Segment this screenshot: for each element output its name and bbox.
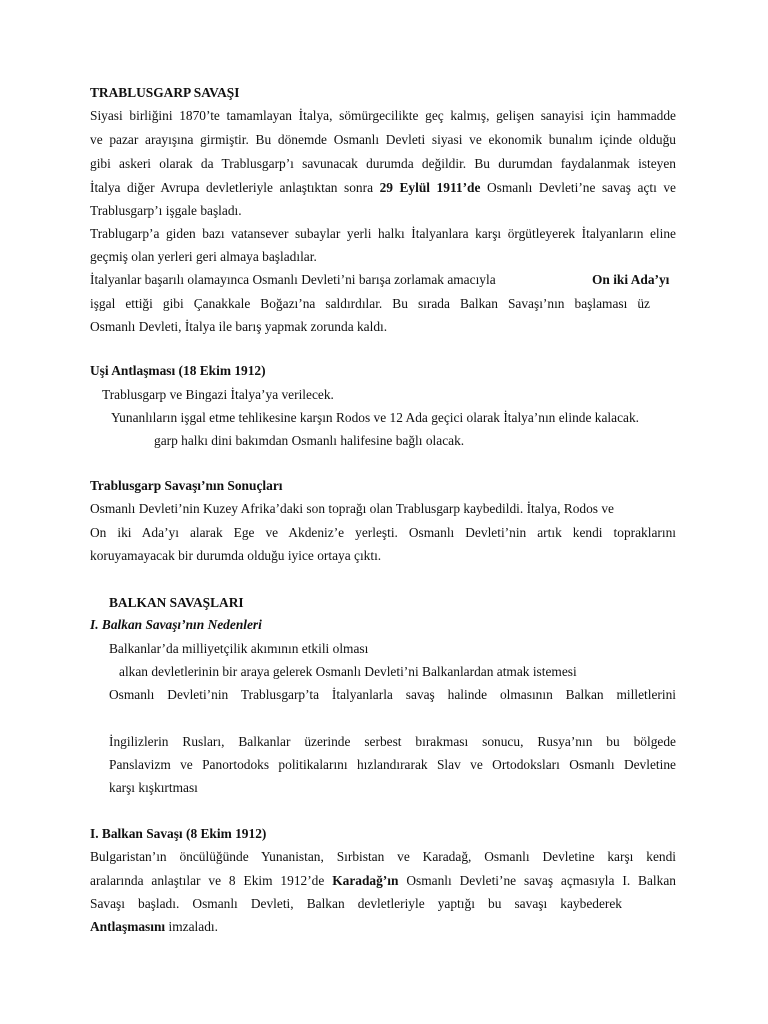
- paragraph-text: Osmanlı Devleti’ne savaş açtı ve: [487, 180, 676, 195]
- list-item: Osmanlı Devleti’nin Trablusgarp’ta İtalyanlarla savaş halinde olmasının Balkan milletlerini: [109, 687, 676, 702]
- paragraph-text: aralarında anlaştılar ve 8 Ekim 1912’de: [90, 873, 325, 888]
- paragraph-line: Siyasi birliğini 1870’te tamamlayan İtalya, sömürgecilikte geç kalmış, gelişen sanayisi için hammadde: [90, 108, 676, 123]
- section-heading-sonuclar: Trablusgarp Savaşı’nın Sonuçları: [90, 478, 283, 493]
- list-item: karşı kışkırtması: [109, 780, 198, 795]
- list-item: Yunanlıların işgal etme tehlikesine karşın Rodos ve 12 Ada geçici olarak İtalya’nın elinde kalacak.: [111, 410, 640, 425]
- list-item: Balkanlar’da milliyetçilik akımının etkili olması: [109, 641, 369, 656]
- paragraph-line: Trablugarp’a giden bazı vatansever subaylar yerli halkı İtalyanlara karşı örgütleyerek İtalyanların eline: [90, 226, 676, 241]
- section-heading-usi: Uşi Antlaşması (18 Ekim 1912): [90, 363, 266, 378]
- paragraph-line: Osmanlı Devleti’nin Kuzey Afrika’daki son toprağı olan Trablusgarp kaybedildi. İtalya, Rodos ve: [90, 501, 614, 516]
- paragraph-line: geçmiş olan yerleri geri almaya başladılar.: [90, 249, 317, 264]
- treaty-highlight: Antlaşmasını: [90, 919, 166, 934]
- list-item: Trablusgarp ve Bingazi İtalya’ya verilecek.: [102, 387, 334, 402]
- paragraph-line: koruyamayacak bir durumda olduğu iyice ortaya çıktı.: [90, 548, 382, 563]
- islands-highlight: On iki Ada’yı: [592, 272, 670, 287]
- list-item: garp halkı dini bakımdan Osmanlı halifesine bağlı olacak.: [154, 433, 465, 448]
- date-highlight: 29 Eylül 1911’de: [379, 180, 481, 195]
- section-heading-trablusgarp: TRABLUSGARP SAVAŞI: [90, 85, 240, 100]
- paragraph-line: [90, 179, 676, 196]
- subheading-balkan-causes: I. Balkan Savaşı’nın Nedenleri: [90, 617, 262, 632]
- paragraph-text: İtalya diğer Avrupa devletleriyle anlaştıktan sonra: [90, 180, 374, 195]
- section-heading-ibalkan: I. Balkan Savaşı (8 Ekim 1912): [90, 826, 267, 841]
- paragraph-text: imzaladı.: [168, 919, 218, 934]
- paragraph-line: işgal ettiği gibi Çanakkale Boğazı’na saldırdılar. Bu sırada Balkan Savaşı’nın başlaması üz: [90, 296, 650, 311]
- section-heading-balkan: BALKAN SAVAŞLARI: [109, 595, 244, 610]
- paragraph-line: Trablusgarp’ı işgale başladı.: [90, 203, 242, 218]
- country-highlight: Karadağ’ın: [332, 873, 399, 888]
- paragraph-line: İtalyanlar başarılı olamayınca Osmanlı Devleti’ni barışa zorlamak amacıyla: [90, 272, 496, 287]
- paragraph-line: gibi askeri olarak da Trablusgarp’ı savunacak durumda değildir. Bu durumdan faydalanmak isteyen: [90, 156, 676, 171]
- paragraph-line: Bulgaristan’ın öncülüğünde Yunanistan, Sırbistan ve Karadağ, Osmanlı Devletine karşı kendi: [90, 849, 676, 864]
- paragraph-line: Savaşı başladı. Osmanlı Devleti, Balkan devletleriyle yaptığı bu savaşı kaybederek: [90, 896, 622, 911]
- paragraph-line: [90, 872, 676, 889]
- paragraph-text: Osmanlı Devleti’ne savaş açmasıyla I. Balkan: [406, 873, 676, 888]
- paragraph-line: [90, 918, 218, 935]
- list-item: alkan devletlerinin bir araya gelerek Osmanlı Devleti’ni Balkanlardan atmak istemesi: [119, 664, 577, 679]
- list-item: Panslavizm ve Panortodoks politikalarını hızlandırarak Slav ve Ortodoksları Osmanlı Devletine: [109, 757, 676, 772]
- paragraph-line: On iki Ada’yı alarak Ege ve Akdeniz’e yerleşti. Osmanlı Devleti’nin artık kendi topraklarını: [90, 525, 676, 540]
- paragraph-line: ve pazar arayışına girmiştir. Bu dönemde Osmanlı Devleti siyasi ve ekonomik bunalım içinde olduğu: [90, 132, 676, 147]
- paragraph-line: Osmanlı Devleti, İtalya ile barış yapmak zorunda kaldı.: [90, 319, 388, 334]
- list-item: İngilizlerin Rusları, Balkanlar üzerinde serbest bırakması sonucu, Rusya’nın bu bölgede: [109, 734, 676, 749]
